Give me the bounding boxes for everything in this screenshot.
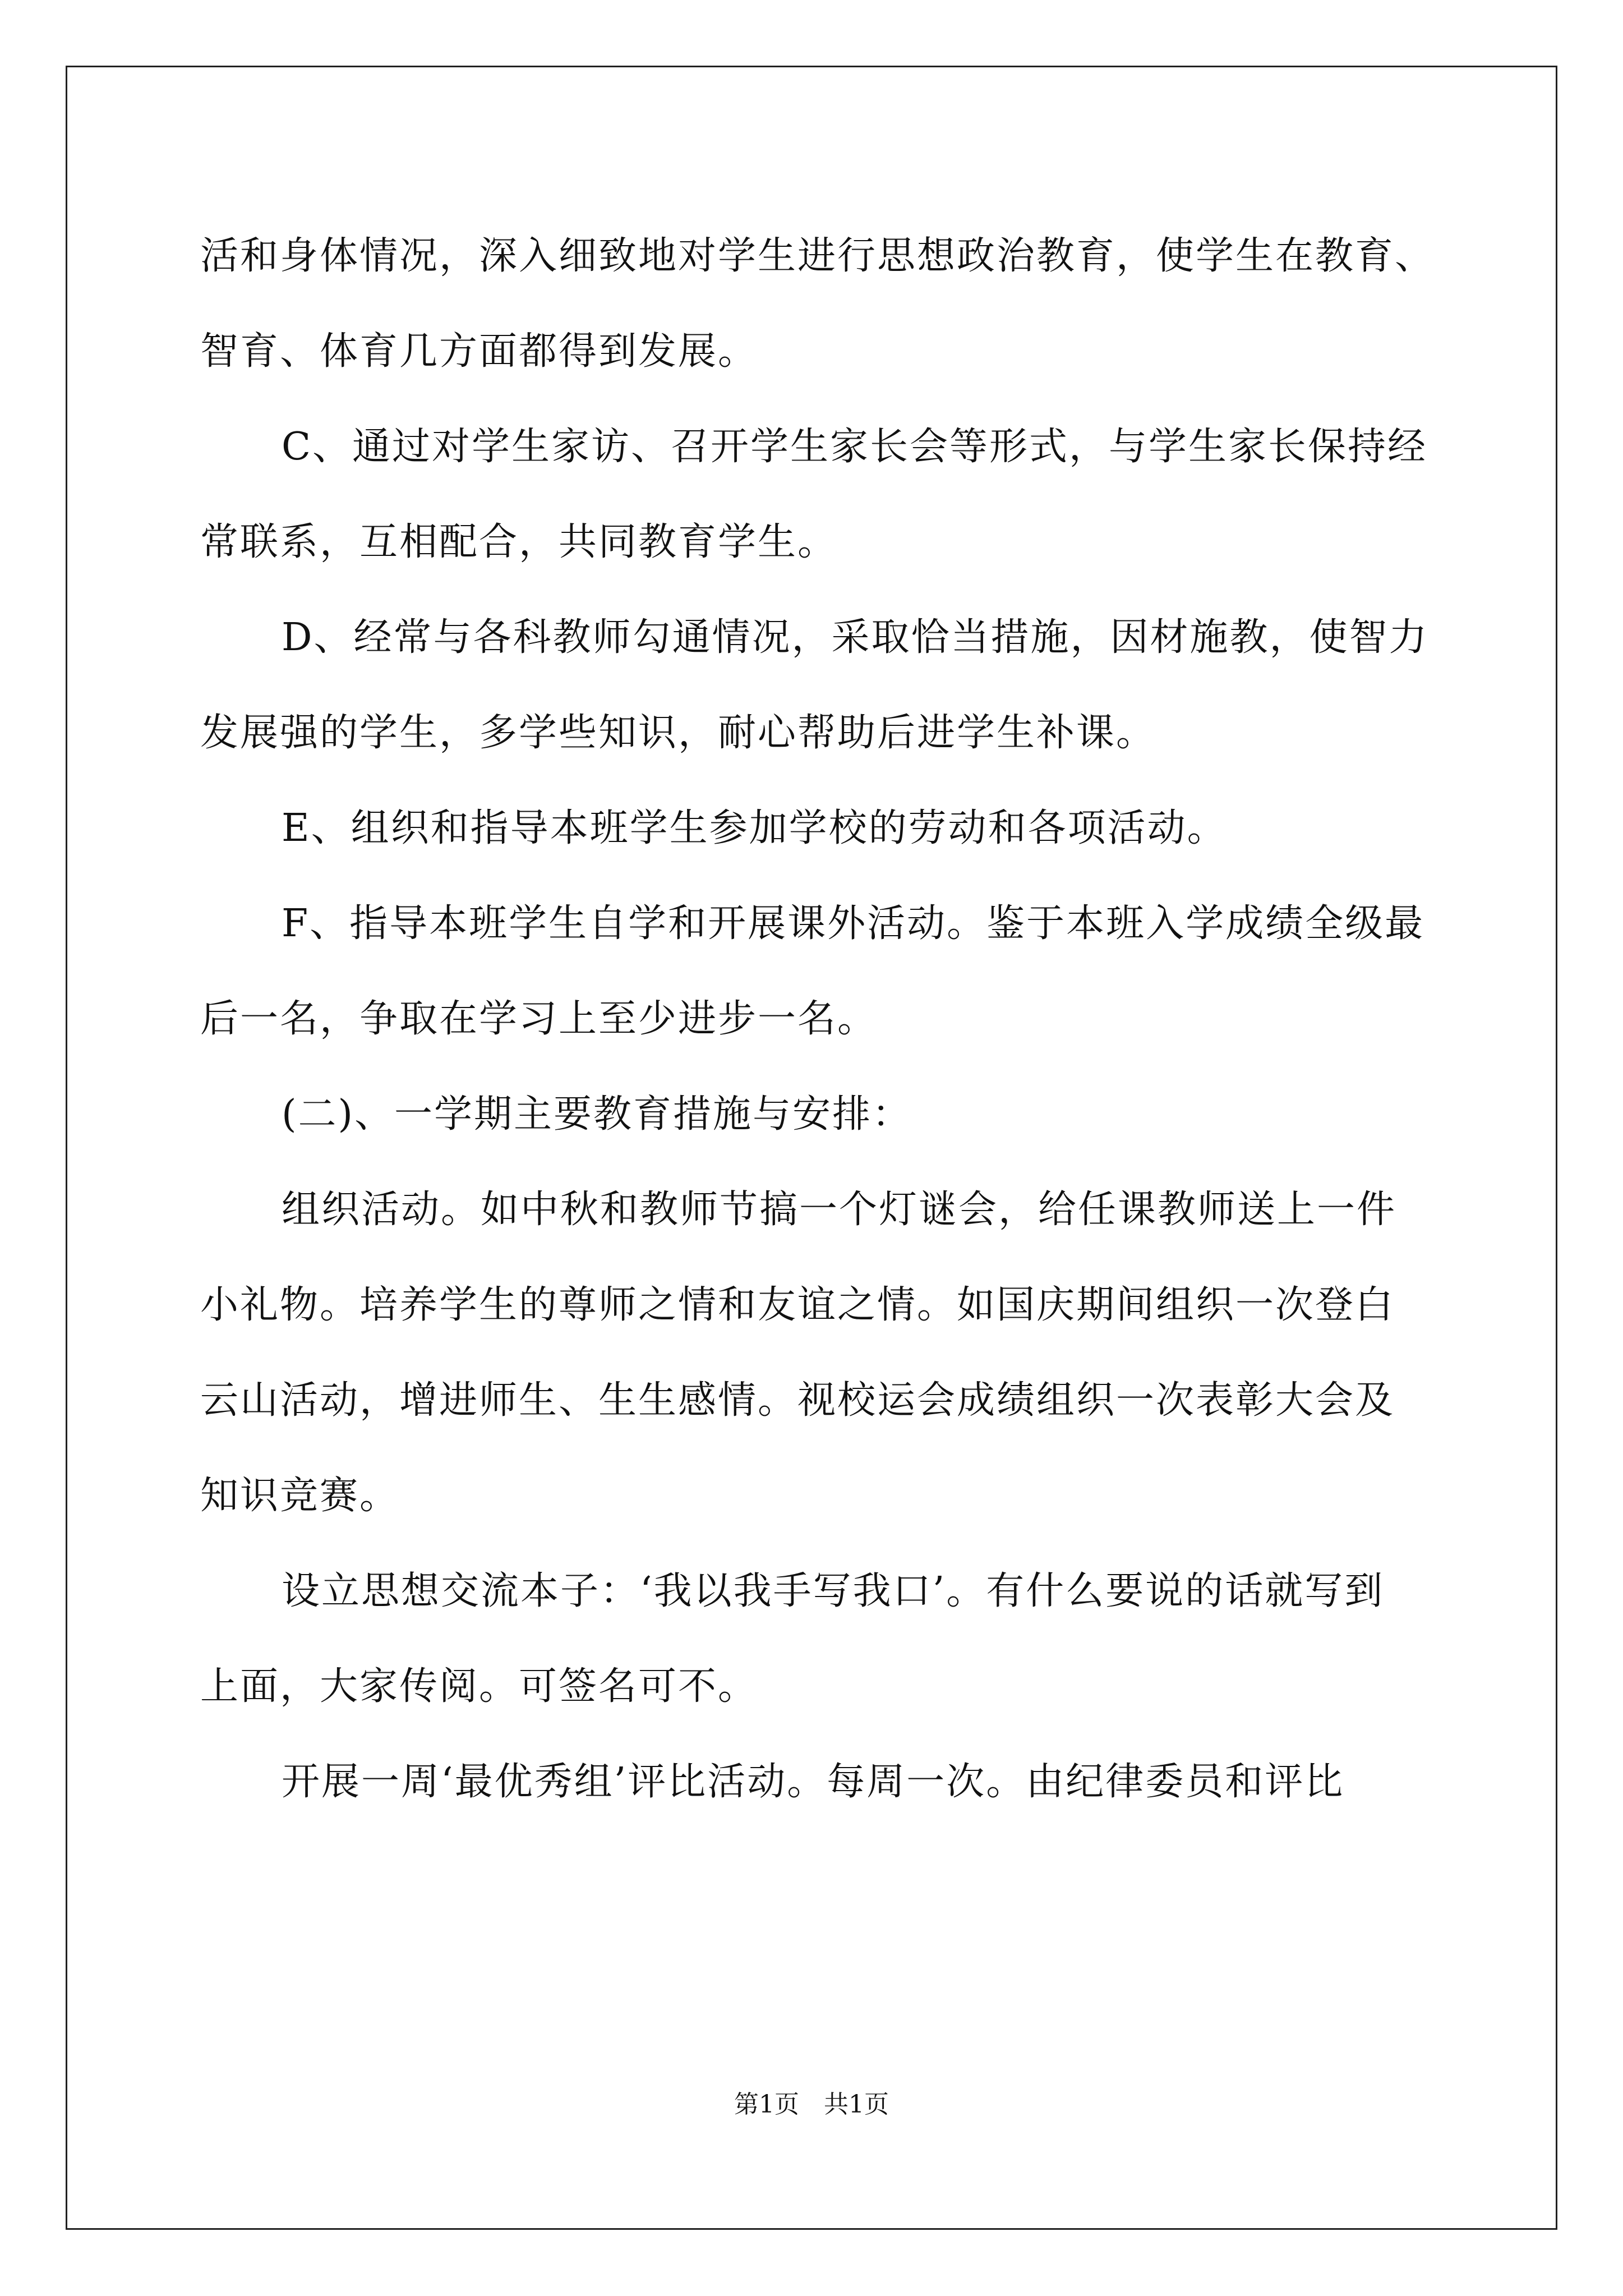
text-line: 组织活动。如中秋和教师节搞一个灯谜会，给任课教师送上一件 — [282, 1188, 1397, 1232]
text-line: 设立思想交流本子：‘我以我手写我口’。有什么要说的话就写到 — [282, 1569, 1385, 1613]
text-line: E、组织和指导本班学生参加学校的劳动和各项活动。 — [282, 806, 1227, 850]
text-line: F、指导本班学生自学和开展课外活动。鉴于本班入学成绩全级最 — [282, 901, 1425, 946]
text-line: C、通过对学生家访、召开学生家长会等形式，与学生家长保持经 — [282, 425, 1428, 469]
text-line: 云山活动，增进师生、生生感情。视校运会成绩组织一次表彰大会及 — [200, 1378, 1395, 1423]
text-line: 上面，大家传阅。可签名可不。 — [200, 1664, 758, 1709]
text-line: 开展一周‘最优秀组’评比活动。每周一次。由纪律委员和评比 — [282, 1760, 1345, 1804]
text-line: 活和身体情况，深入细致地对学生进行思想政治教育，使学生在教育、 — [200, 234, 1435, 278]
text-line: 小礼物。培养学生的尊师之情和友谊之情。如国庆期间组织一次登白 — [200, 1283, 1395, 1327]
text-line: 知识竞赛。 — [200, 1474, 400, 1518]
text-line: 智育、体育几方面都得到发展。 — [200, 329, 758, 374]
text-line: (二)、一学期主要教育措施与安排： — [282, 1092, 912, 1137]
text-line: 常联系，互相配合，共同教育学生。 — [200, 520, 838, 564]
page-footer: 第1页 共1页 — [734, 2090, 889, 2119]
document-body — [200, 209, 1462, 1830]
text-line: D、经常与各科教师勾通情况，采取恰当措施，因材施教，使智力 — [282, 615, 1429, 660]
text-line: 后一名，争取在学习上至少进步一名。 — [200, 997, 878, 1041]
text-line: 发展强的学生，多学些知识，耐心帮助后进学生补课。 — [200, 711, 1156, 755]
